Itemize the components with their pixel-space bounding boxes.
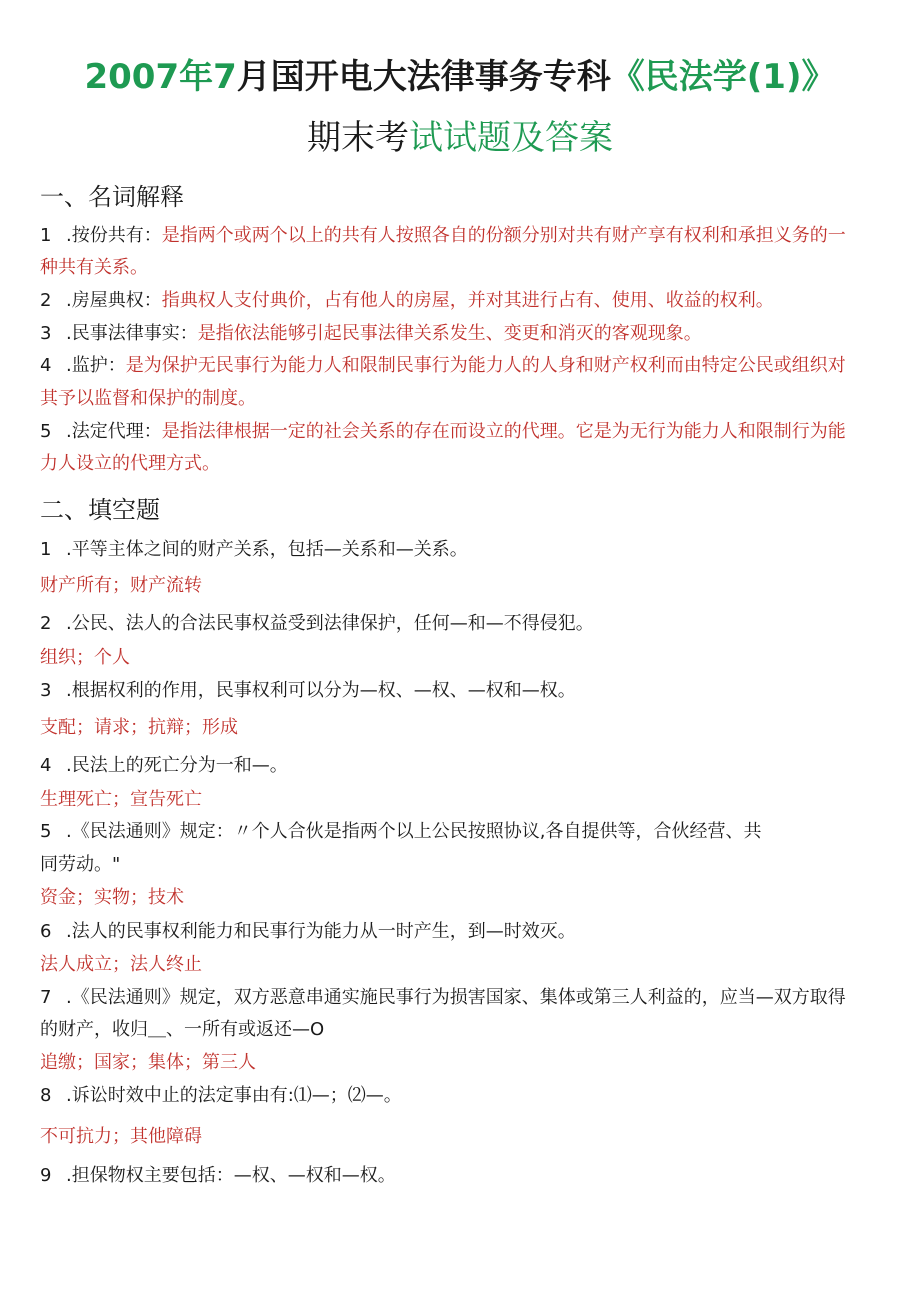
title-subject: 《民法学(1)》: [610, 57, 836, 97]
question-text-cont: 同劳动。": [40, 854, 121, 875]
question-item-2: [40, 610, 880, 638]
question-text-cont: 的财产，收归＿、一所有或返还—O: [40, 1019, 325, 1040]
section-heading-terms: 一、名词解释: [40, 183, 184, 211]
answer-3: 支配；请求；抗辩；形成: [40, 717, 238, 738]
answer-2: 组织；个人: [40, 647, 130, 668]
term-definition-cont: 种共有关系。: [40, 257, 148, 278]
question-text: .民法上的死亡分为一和—。: [66, 755, 288, 776]
title-course: 月国开电大法律事务专科: [236, 57, 611, 97]
answer-6: 法人成立；法人终止: [40, 954, 202, 975]
answer-4: 生理死亡；宣告死亡: [40, 789, 202, 810]
section-heading-fill-blank: 二、填空题: [40, 496, 160, 524]
item-number: 3: [40, 323, 52, 344]
answer-8: 不可抗力；其他障碍: [40, 1126, 202, 1147]
term-definition: 是指依法能够引起民事法律关系发生、变更和消灭的客观现象。: [197, 323, 702, 344]
question-text: .《民法通则》规定，双方恶意串通实施民事行为损害国家、集体或第三人利益的，应当—双方取得: [66, 987, 846, 1008]
item-number: 4: [40, 355, 52, 376]
answer-1: 财产所有；财产流转: [40, 575, 202, 596]
item-number: 1: [40, 225, 52, 246]
question-text: .法人的民事权利能力和民事行为能力从一时产生，到—时效灭。: [66, 921, 576, 942]
question-item-4: [40, 752, 880, 780]
title-year: 2007年7: [84, 57, 237, 97]
question-item-8: [40, 1082, 880, 1110]
term-definition-cont: 其予以监督和保护的制度。: [40, 388, 256, 409]
term-definition: 指典权人支付典价，占有他人的房屋，并对其进行占有、使用、收益的权利。: [161, 290, 774, 311]
item-number: 2: [40, 290, 52, 311]
question-text: .平等主体之间的财产关系，包括—关系和—关系。: [66, 539, 468, 560]
term-definition: 是指法律根据一定的社会关系的存在而设立的代理。它是为无行为能力人和限制行为能: [161, 421, 846, 442]
term-item-3: [40, 320, 880, 348]
question-text: .公民、法人的合法民事权益受到法律保护，任何—和—不得侵犯。: [66, 613, 594, 634]
answer-5: 资金；实物；技术: [40, 887, 184, 908]
title-answers: 试试题及答案: [409, 118, 613, 158]
question-text: .根据权利的作用，民事权利可以分为—权、—权、—权和—权。: [66, 680, 576, 701]
question-item-5: [40, 818, 880, 846]
term-label: .按份共有：: [66, 225, 162, 246]
term-label: .房屋典权：: [66, 290, 162, 311]
question-text: .担保物权主要包括：—权、—权和—权。: [66, 1165, 396, 1186]
term-definition-cont: 力人设立的代理方式。: [40, 453, 220, 474]
item-number: 1: [40, 539, 52, 560]
term-label: .民事法律事实：: [66, 323, 198, 344]
document-title-line2: [0, 114, 920, 162]
document-title-line1: [0, 55, 920, 99]
term-item-2: [40, 287, 880, 315]
question-item-9: [40, 1162, 880, 1190]
item-number: 5: [40, 821, 52, 842]
term-definition: 是指两个或两个以上的共有人按照各自的份额分别对共有财产享有权利和承担义务的一: [161, 225, 846, 246]
term-item-4: [40, 352, 880, 380]
item-number: 4: [40, 755, 52, 776]
item-number: 6: [40, 921, 52, 942]
term-definition: 是为保护无民事行为能力人和限制民事行为能力人的人身和财产权利而由特定公民或组织对: [125, 355, 846, 376]
item-number: 7: [40, 987, 52, 1008]
title-exam: 期末考: [307, 118, 409, 158]
question-item-7: [40, 984, 880, 1012]
term-item-5: [40, 418, 880, 446]
question-item-3: [40, 677, 880, 705]
term-label: .法定代理：: [66, 421, 162, 442]
item-number: 9: [40, 1165, 52, 1186]
question-text: .诉讼时效中止的法定事由有:⑴—；⑵—。: [66, 1085, 402, 1106]
question-item-1: [40, 536, 880, 564]
question-item-6: [40, 918, 880, 946]
item-number: 2: [40, 613, 52, 634]
term-label: .监护：: [66, 355, 126, 376]
item-number: 5: [40, 421, 52, 442]
item-number: 3: [40, 680, 52, 701]
answer-7: 追缴；国家；集体；第三人: [40, 1052, 256, 1073]
question-text: .《民法通则》规定：〃个人合伙是指两个以上公民按照协议,各自提供等，合伙经营、共: [66, 821, 762, 842]
term-item-1: [40, 222, 880, 250]
item-number: 8: [40, 1085, 52, 1106]
